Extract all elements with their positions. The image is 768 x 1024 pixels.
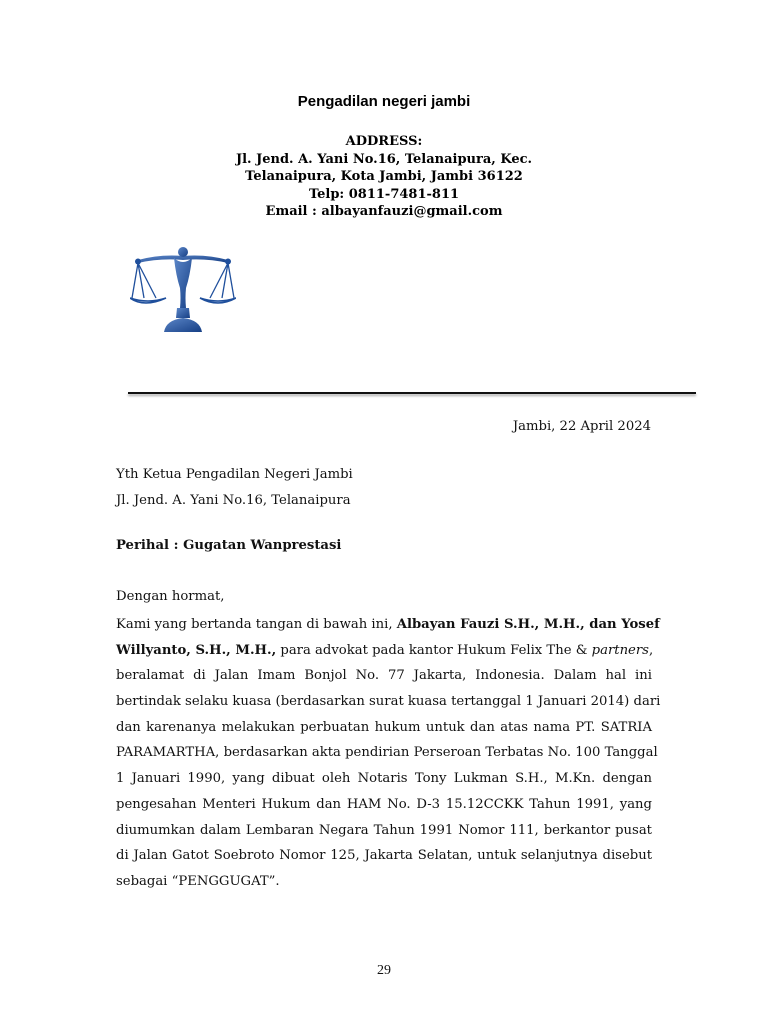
body-text-segment: , [648,642,654,658]
partners-text: partners [591,642,649,658]
body-text-segment: para advokat pada kantor Hukum Felix The & [276,642,592,658]
letter-body [116,612,661,895]
salutation: Dengan hormat, [116,589,225,604]
body-text-segment: Kami yang bertanda tangan di bawah ini, [116,617,397,632]
recipient-name: Yth Ketua Pengadilan Negeri Jambi [116,467,353,482]
recipient-address: Jl. Jend. A. Yani No.16, Telanaipura [116,492,351,508]
address-label: ADDRESS: [345,134,423,149]
advocate-names-cont: Willyanto, S.H., M.H., [116,642,277,658]
body-line: 1 Januari 1990, yang dibuat oleh Notaris Tony Lukman S.H., M.Kn. dengan [116,771,652,787]
body-line: di Jalan Gatot Soebroto Nomor 125, Jakarta Selatan, untuk selanjutnya disebut [116,848,652,864]
body-line: diumumkan dalam Lembaran Negara Tahun 1991 Nomor 111, berkantor pusat [116,822,652,838]
recipient-block [116,462,353,513]
scales-of-justice-icon [130,246,236,336]
letter-subject: Perihal : Gugatan Wanprestasi [116,538,342,553]
body-line: PARAMARTHA, berdasarkan akta pendirian Perseroan Terbatas No. 100 Tanggal [116,745,658,761]
header-divider [128,392,696,394]
body-line: bertindak selaku kuasa (berdasarkan surat kuasa tertanggal 1 Januari 2014) dari [116,694,661,710]
address-block [0,133,768,221]
body-line: sebagai “PENGGUGAT”. [116,873,280,889]
phone-number: Telp: 0811-7481-811 [308,186,460,202]
email-address: Email : albayanfauzi@gmail.com [265,204,503,219]
body-line [116,638,652,664]
address-line-1: Jl. Jend. A. Yani No.16, Telanaipura, Kec. [235,151,533,167]
body-line: dan karenanya melakukan perbuatan hukum untuk dan atas nama PT. SATRIA [116,719,652,735]
page-number: 29 [377,963,391,978]
court-name-heading: Pengadilan negeri jambi [297,93,471,110]
address-line-2: Telanaipura, Kota Jambi, Jambi 36122 [245,169,523,184]
body-line: pengesahan Menteri Hukum dan HAM No. D-3 15.12CCKK Tahun 1991, yang [116,796,652,812]
letter-date: Jambi, 22 April 2024 [512,419,651,434]
body-line: beralamat di Jalan Imam Bonjol No. 77 Jakarta, Indonesia. Dalam hal ini [116,668,652,684]
advocate-names: Albayan Fauzi S.H., M.H., dan Yosef [396,617,660,632]
body-line [116,612,660,638]
